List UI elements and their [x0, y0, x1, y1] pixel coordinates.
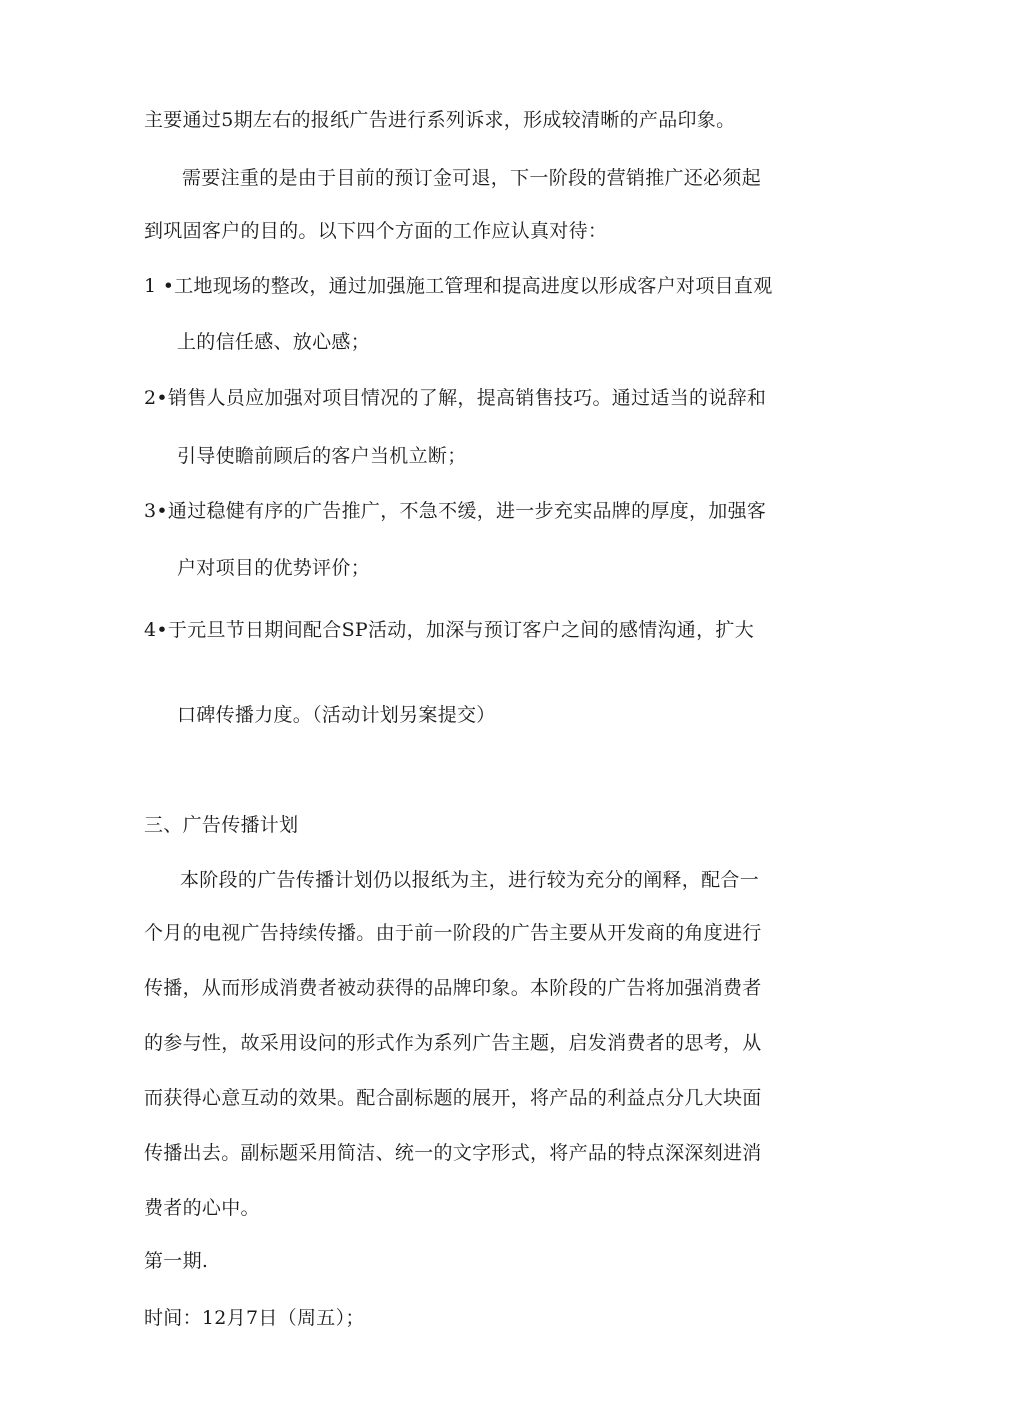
intro-line: 主要通过5期左右的报纸广告进行系列诉求，形成较清晰的产品印象。 [144, 109, 736, 131]
section-body-line: 传播，从而形成消费者被动获得的品牌印象。本阶段的广告将加强消费者 [144, 977, 762, 999]
section-heading: 三、广告传播计划 [144, 814, 299, 836]
section-body-line: 个月的电视广告持续传播。由于前一阶段的广告主要从开发商的角度进行 [144, 922, 762, 944]
section-body-line: 的参与性，故采用设问的形式作为系列广告主题，启发消费者的思考，从 [144, 1032, 762, 1054]
time-line: 时间：12月7日（周五）； [144, 1307, 365, 1329]
section-body-line: 费者的心中。 [144, 1197, 260, 1219]
section-body-line: 而获得心意互动的效果。配合副标题的展开，将产品的利益点分几大块面 [144, 1087, 762, 1109]
list-item-3-line1: 3•通过稳健有序的广告推广，不急不缓，进一步充实品牌的厚度，加强客 [144, 500, 767, 522]
section-body-line: 传播出去。副标题采用简洁、统一的文字形式，将产品的特点深深刻进消 [144, 1142, 762, 1164]
list-item-1-line2: 上的信任感、放心感； [177, 331, 371, 353]
list-item-2-line2: 引导使瞻前顾后的客户当机立断； [177, 445, 467, 467]
list-item-1-line1: 1 •工地现场的整改，通过加强施工管理和提高进度以形成客户对项目直观 [144, 275, 773, 297]
paragraph-line: 到巩固客户的目的。以下四个方面的工作应认真对待： [144, 220, 608, 242]
list-item-4-line2: 口碑传播力度。（活动计划另案提交） [177, 704, 496, 726]
list-item-2-line1: 2•销售人员应加强对项目情况的了解，提高销售技巧。通过适当的说辞和 [144, 387, 767, 409]
list-item-3-line2: 户对项目的优势评价； [177, 557, 371, 579]
section-body-line: 本阶段的广告传播计划仍以报纸为主，进行较为充分的阐释，配合一 [180, 869, 760, 891]
phase-label: 第一期. [144, 1250, 209, 1272]
list-item-4-line1: 4•于元旦节日期间配合SP活动，加深与预订客户之间的感情沟通，扩大 [144, 619, 754, 641]
paragraph-line: 需要注重的是由于目前的预订金可退，下一阶段的营销推广还必须起 [182, 167, 762, 189]
